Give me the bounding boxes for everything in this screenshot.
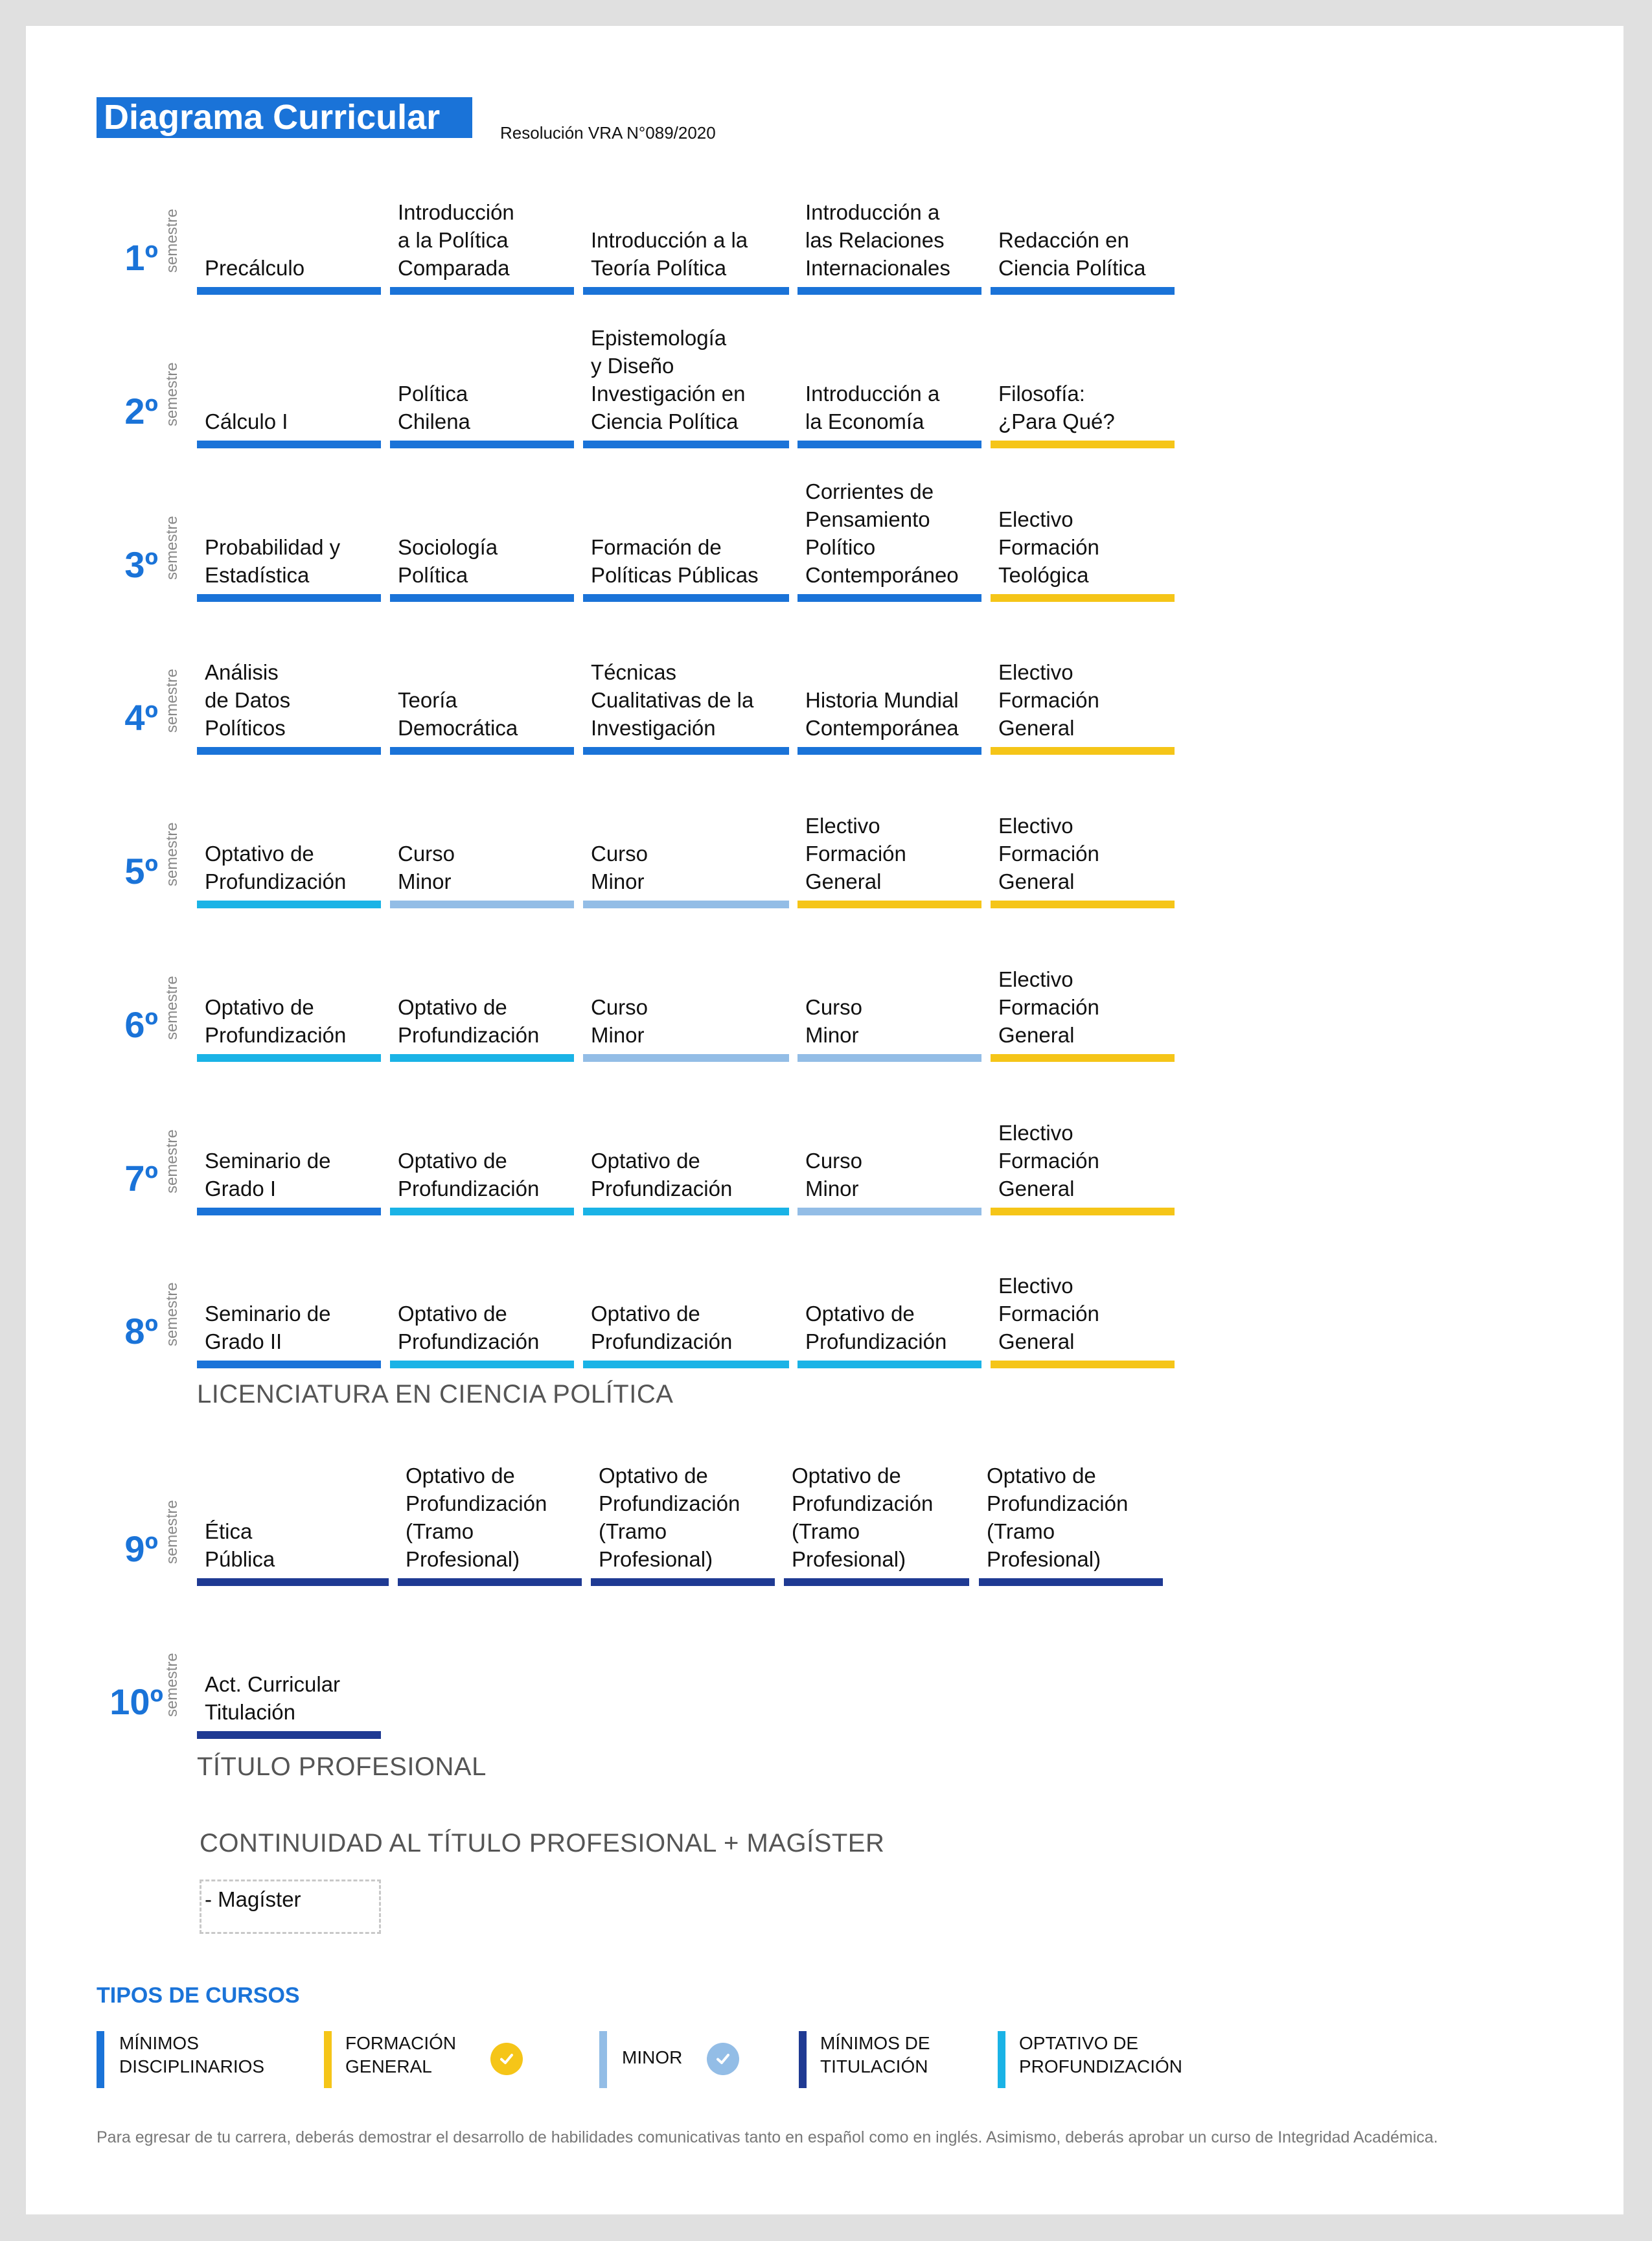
course-card — [797, 918, 981, 1062]
course-name: Corrientes de Pensamiento Político Contemporáneo — [805, 479, 959, 587]
course-type-bar — [979, 1578, 1163, 1586]
course-name: Electivo Formación General — [998, 967, 1099, 1047]
course-name: Optativo de Profundización — [591, 1302, 733, 1353]
course-name: Optativo de Profundización — [205, 995, 347, 1047]
legend-label: FORMACIÓN GENERAL — [345, 2033, 457, 2076]
course-name: Introducción a la Teoría Política — [591, 228, 748, 280]
course-name: Introducción a la Economía — [805, 382, 940, 433]
course-name: Electivo Formación General — [998, 1274, 1099, 1353]
course-name: Optativo de Profundización — [398, 1149, 540, 1201]
course-name: Filosofía: ¿Para Qué? — [998, 382, 1115, 433]
legend-color-bar — [799, 2031, 807, 2088]
legend-color-bar — [97, 2031, 104, 2088]
course-type-bar — [390, 441, 574, 448]
course-type-bar — [197, 1208, 381, 1215]
course-card — [991, 1072, 1175, 1215]
course-card — [197, 458, 381, 602]
course-type-bar — [991, 1361, 1175, 1368]
semester-number: 1º — [124, 237, 158, 278]
course-card — [784, 1442, 969, 1586]
semester-number: 2º — [124, 391, 158, 431]
course-name: Curso Minor — [398, 842, 455, 893]
course-type-bar — [390, 594, 574, 602]
course-name: Electivo Formación General — [998, 660, 1099, 740]
course-type-bar — [797, 287, 981, 295]
course-type-bar — [797, 1208, 981, 1215]
course-type-bar — [197, 287, 381, 295]
course-name: Precálculo — [205, 256, 305, 280]
course-card — [390, 1072, 574, 1215]
course-type-bar — [197, 441, 381, 448]
course-type-bar — [197, 747, 381, 755]
course-card — [797, 151, 981, 295]
check-circle-icon — [707, 2043, 739, 2075]
legend-label: MÍNIMOS DISCIPLINARIOS — [119, 2033, 265, 2076]
course-name: Electivo Formación Teológica — [998, 507, 1099, 587]
course-card — [583, 1072, 789, 1215]
semester-number: 10º — [109, 1681, 163, 1722]
course-type-bar — [797, 747, 981, 755]
semester-label: semestre — [163, 362, 181, 426]
course-card — [390, 918, 574, 1062]
course-name: Curso Minor — [591, 995, 648, 1047]
course-card — [390, 764, 574, 908]
semester-label: semestre — [163, 1500, 181, 1564]
course-type-bar — [784, 1578, 969, 1586]
course-name: Teoría Democrática — [398, 688, 518, 740]
course-card — [991, 1224, 1175, 1368]
course-card — [197, 151, 381, 295]
course-card — [979, 1442, 1163, 1586]
course-card — [991, 151, 1175, 295]
course-name: Introducción a las Relaciones Internacionales — [805, 200, 950, 280]
legend-label: MÍNIMOS DE TITULACIÓN — [820, 2033, 930, 2076]
course-type-bar — [583, 287, 789, 295]
course-name: Electivo Formación General — [998, 814, 1099, 893]
course-name: Sociología Política — [398, 535, 498, 587]
semester-number: 5º — [124, 851, 158, 891]
semester-label: semestre — [163, 1129, 181, 1193]
course-name: Seminario de Grado II — [205, 1302, 331, 1353]
course-name: Optativo de Profundización — [805, 1302, 947, 1353]
course-name: Optativo de Profundización (Tramo Profesional) — [987, 1464, 1129, 1571]
course-card — [583, 1224, 789, 1368]
legend-label: OPTATIVO DE PROFUNDIZACIÓN — [1019, 2033, 1182, 2076]
course-type-bar — [991, 901, 1175, 908]
course-name: Política Chilena — [398, 382, 470, 433]
course-name: Optativo de Profundización (Tramo Profesional) — [792, 1464, 934, 1571]
course-type-bar — [991, 1208, 1175, 1215]
course-name: Curso Minor — [805, 995, 863, 1047]
course-name: Curso Minor — [805, 1149, 863, 1201]
course-type-bar — [197, 594, 381, 602]
course-type-bar — [390, 1361, 574, 1368]
semester-label: semestre — [163, 1653, 181, 1717]
semester-number: 9º — [124, 1528, 158, 1569]
course-name: Historia Mundial Contemporánea — [805, 688, 959, 740]
course-card — [197, 918, 381, 1062]
course-type-bar — [197, 901, 381, 908]
course-card — [797, 1224, 981, 1368]
course-card — [583, 918, 789, 1062]
legend-title: TIPOS DE CURSOS — [97, 1983, 300, 2008]
course-type-bar — [197, 1361, 381, 1368]
course-card — [797, 1072, 981, 1215]
course-card — [197, 764, 381, 908]
course-type-bar — [583, 1361, 789, 1368]
course-type-bar — [991, 287, 1175, 295]
check-circle-icon — [490, 2043, 523, 2075]
semester-label: semestre — [163, 976, 181, 1040]
course-name: Electivo Formación General — [805, 814, 906, 893]
course-card — [583, 305, 789, 448]
semester-number: 7º — [124, 1158, 158, 1199]
course-type-bar — [390, 1054, 574, 1062]
course-name: Optativo de Profundización — [398, 1302, 540, 1353]
page-title: Diagrama Curricular — [104, 98, 441, 137]
course-name: Electivo Formación General — [998, 1121, 1099, 1201]
legend-label: MINOR — [622, 2047, 683, 2067]
course-type-bar — [991, 594, 1175, 602]
semester-number: 3º — [124, 544, 158, 585]
course-name: Formación de Políticas Públicas — [591, 535, 759, 587]
course-type-bar — [991, 747, 1175, 755]
course-card — [390, 611, 574, 755]
course-type-bar — [797, 441, 981, 448]
course-card — [197, 1442, 389, 1586]
semester-label: semestre — [163, 516, 181, 580]
course-name: Optativo de Profundización — [398, 995, 540, 1047]
course-type-bar — [390, 1208, 574, 1215]
course-name: Introducción a la Política Comparada — [398, 200, 514, 280]
course-card — [390, 305, 574, 448]
course-type-bar — [197, 1054, 381, 1062]
course-card — [991, 918, 1175, 1062]
course-name: Cálculo I — [205, 409, 288, 433]
course-card — [991, 458, 1175, 602]
course-card — [197, 1224, 381, 1368]
titulo-profesional-heading: TÍTULO PROFESIONAL — [197, 1753, 487, 1781]
course-name: Act. Curricular Titulación — [205, 1672, 341, 1724]
course-card — [797, 611, 981, 755]
course-card — [583, 151, 789, 295]
course-type-bar — [797, 1361, 981, 1368]
legend-color-bar — [324, 2031, 332, 2088]
course-name: Seminario de Grado I — [205, 1149, 331, 1201]
course-type-bar — [583, 594, 789, 602]
course-card — [583, 458, 789, 602]
course-type-bar — [991, 441, 1175, 448]
course-name: Redacción en Ciencia Política — [998, 228, 1146, 280]
course-name: Ética Pública — [205, 1519, 275, 1571]
course-name: Curso Minor — [591, 842, 648, 893]
course-card — [797, 458, 981, 602]
course-type-bar — [797, 1054, 981, 1062]
semester-label: semestre — [163, 209, 181, 273]
course-type-bar — [591, 1578, 775, 1586]
course-card — [197, 1595, 381, 1739]
course-card — [398, 1442, 582, 1586]
licenciatura-heading: LICENCIATURA EN CIENCIA POLÍTICA — [197, 1380, 674, 1408]
semester-number: 6º — [124, 1004, 158, 1045]
footnote: Para egresar de tu carrera, deberás demostrar el desarrollo de habilidades comunicativas tanto en español como en inglés. Asimismo, deberás aprobar un curso de Integridad Académica. — [97, 2128, 1438, 2146]
course-card — [991, 305, 1175, 448]
legend-color-bar — [998, 2031, 1005, 2088]
course-type-bar — [797, 901, 981, 908]
semester-label: semestre — [163, 1282, 181, 1346]
course-card — [991, 611, 1175, 755]
course-card — [797, 305, 981, 448]
course-type-bar — [583, 747, 789, 755]
course-card — [583, 764, 789, 908]
course-name: Análisis de Datos Políticos — [205, 660, 291, 740]
course-type-bar — [583, 1054, 789, 1062]
course-card — [390, 151, 574, 295]
course-card — [197, 611, 381, 755]
continuidad-heading: CONTINUIDAD AL TÍTULO PROFESIONAL + MAGÍSTER — [200, 1829, 885, 1857]
course-card — [991, 764, 1175, 908]
legend-color-bar — [599, 2031, 607, 2088]
course-type-bar — [797, 594, 981, 602]
resolution-label: Resolución VRA N°089/2020 — [500, 123, 716, 143]
course-type-bar — [583, 901, 789, 908]
semester-number: 8º — [124, 1311, 158, 1351]
course-name: Optativo de Profundización (Tramo Profesional) — [406, 1464, 547, 1571]
course-type-bar — [197, 1731, 381, 1739]
course-name: Técnicas Cualitativas de la Investigación — [591, 660, 754, 740]
course-card — [197, 1072, 381, 1215]
course-name: Probabilidad y Estadística — [205, 535, 341, 587]
course-name: Optativo de Profundización (Tramo Profesional) — [599, 1464, 740, 1571]
course-name: Optativo de Profundización — [591, 1149, 733, 1201]
course-card — [390, 1224, 574, 1368]
course-type-bar — [390, 747, 574, 755]
course-type-bar — [583, 1208, 789, 1215]
course-type-bar — [390, 901, 574, 908]
course-name: Optativo de Profundización — [205, 842, 347, 893]
course-card — [797, 764, 981, 908]
course-type-bar — [197, 1578, 389, 1586]
course-card — [390, 458, 574, 602]
course-type-bar — [390, 287, 574, 295]
course-card — [583, 611, 789, 755]
course-card — [591, 1442, 775, 1586]
semester-number: 4º — [124, 697, 158, 738]
course-card — [197, 305, 381, 448]
semester-label: semestre — [163, 669, 181, 733]
course-type-bar — [583, 441, 789, 448]
semester-label: semestre — [163, 822, 181, 886]
course-name: Epistemología y Diseño Investigación en Ciencia Política — [591, 326, 746, 433]
course-type-bar — [991, 1054, 1175, 1062]
course-type-bar — [398, 1578, 582, 1586]
magister-item: - Magíster — [205, 1887, 301, 1911]
